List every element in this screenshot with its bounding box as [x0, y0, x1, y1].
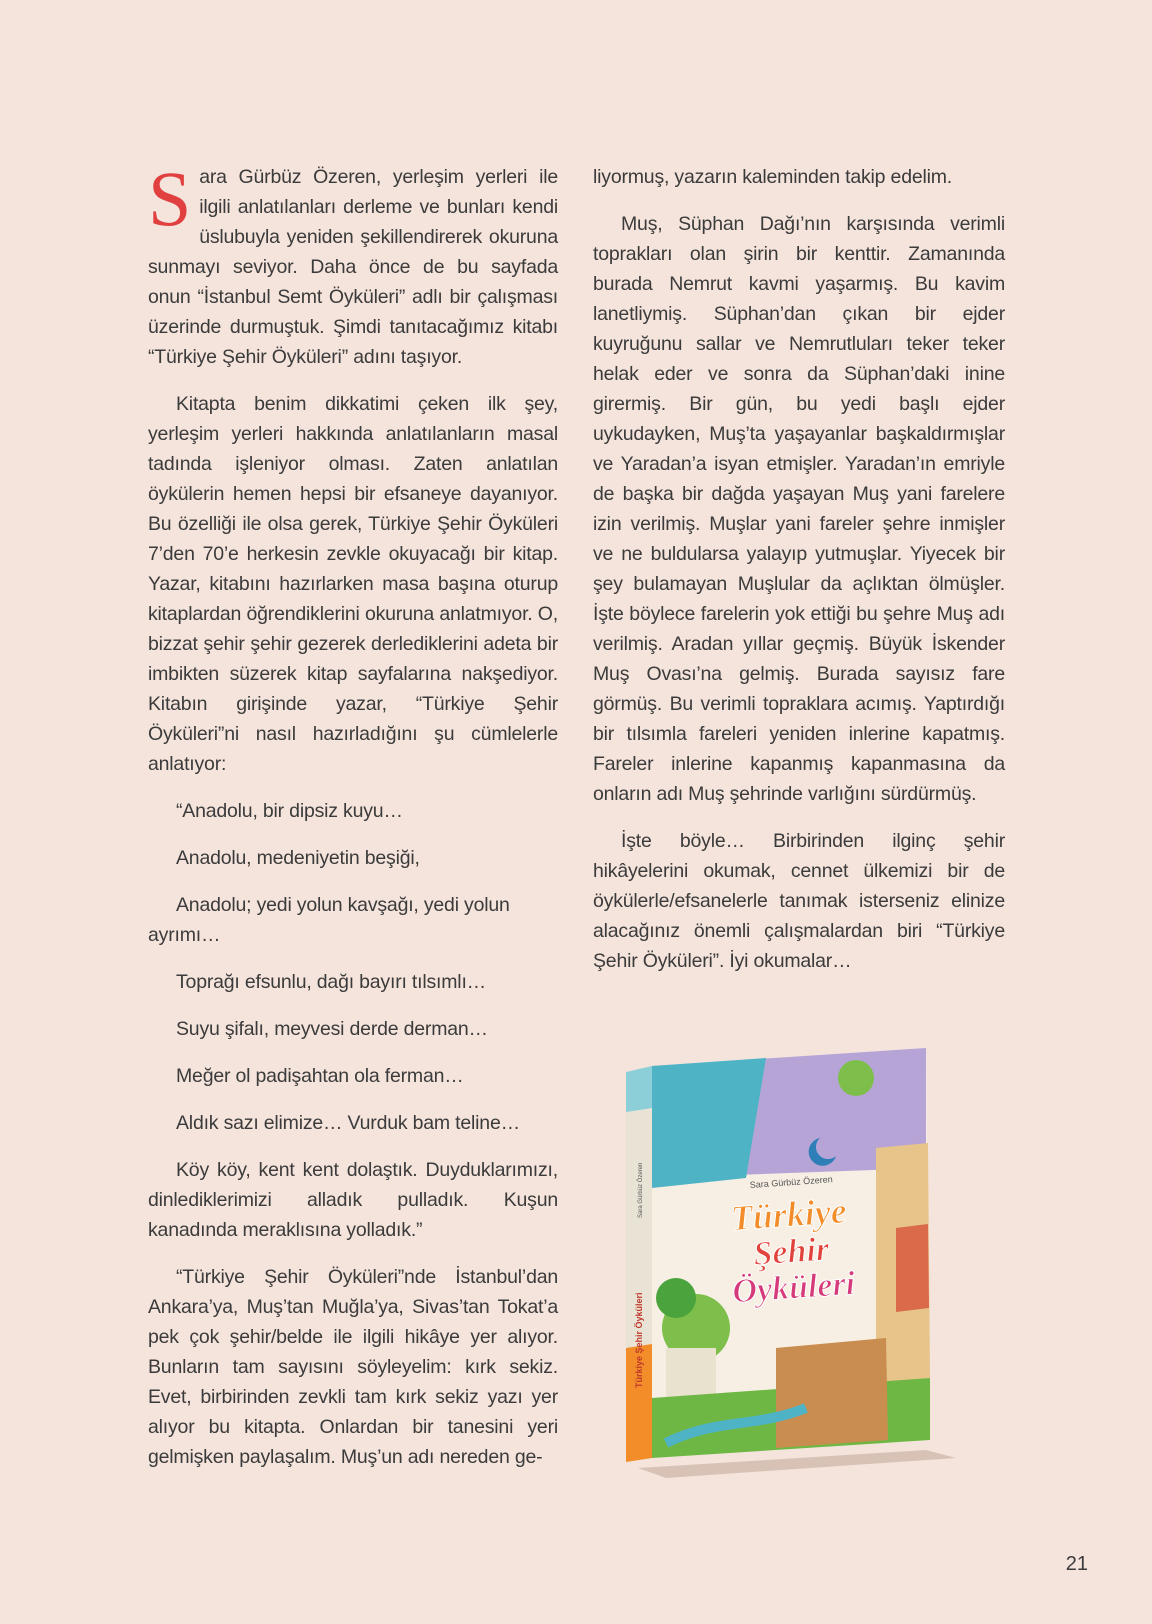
quote-line: Toprağı efsunlu, dağı bayırı tılsımlı… — [176, 971, 486, 993]
quote-line: Suyu şifalı, meyvesi derde derman… — [176, 1018, 488, 1040]
quote-line: Aldık sazı elimize… Vurduk bam teline… — [176, 1112, 520, 1134]
body-paragraph: Muş, Süphan Dağı’nın karşısında verimli toprakları olan şirin bir kenttir. Zamanında burada Nemrut kavmi yaşarmış. Bu kavim lanetliymiş. Süphan’dan çıkan bir ejder kuyruğunu sallar ve Nemrutluları teker teker helak eder ve sonra da Süphan’daki inine girermiş. Bir gün, bu yedi başlı ejder uykudayken, Muş’ta yaşayanlar başkaldırmışlar ve Yaradan’a isyan etmişler. Yaradan’ın emriyle de başka bir dağda yaşayan Muş yani farelere izin verilmiş. Muşlar yani fareler şehre inmişler ve ne buldularsa yalayıp yutmuşlar. Yiyecek bir şey bulamayan Muşlular da açlıktan ölmüşler. İşte böylece farelerin yok ettiği bu şehre Muş adı verilmiş. Aradan yıllar geçmiş. Büyük İskender Muş Ovası’na gelmiş. Burada sayısız fare görmüş. Bu verimli topraklara acımış. Yaptırdığı bir tılsımla fareleri yeniden inlerine kapatmış. Fareler inlerine kapanmış kapanmasına da onların adı Muş şehrinde varlığını sürdürmüş. — [593, 213, 1005, 805]
body-paragraph: Kitapta benim dikkatimi çeken ilk şey, yerleşim yerleri hakkında anlatılanların masal tadında işleniyor olması. Zaten anlatılan öykülerin hemen hepsi bir efsaneye dayanıyor. Bu özelliği ile olsa gerek, Türkiye Şehir Öyküleri 7’den 70’e herkesin zevkle okuyacağı bir kitap. Yazar, kitabını hazırlarken masa başına oturup kitaplardan öğrendiklerini okuruna anlatmıyor. O, bizzat şehir şehir gezerek derlediklerini adeta bir imbikten süzerek kitap sayfalarına nakşediyor. Kitabın girişinde yazar, “Türkiye Şehir Öyküleri”ni nasıl hazırladığını şu cümlelerle anlatıyor: — [148, 393, 558, 775]
book-title-line3: Öyküleri — [731, 1265, 857, 1311]
book-author: Sara Gürbüz Özeren — [749, 1174, 833, 1190]
quote-line: Anadolu, medeniyetin beşiği, — [176, 847, 420, 869]
left-column — [148, 155, 558, 1489]
book-title-line2: Şehir — [752, 1230, 831, 1273]
book-spine-author: Sara Gürbüz Özeren — [638, 1162, 644, 1218]
book-spine-title: Türkiye Şehir Öyküleri — [634, 1292, 644, 1388]
quote-line: Anadolu; yedi yolun kavşağı, yedi yolun ayrımı… — [148, 894, 510, 946]
page-number: 21 — [1065, 1553, 1088, 1575]
body-paragraph: İşte böyle… Birbirinden ilginç şehir hikâyelerini okumak, cennet ülkemizi bir de öykülerle/efsanelerle tanımak isterseniz elinize alacağınız önemli çalışmalardan biri “Türkiye Şehir Öyküleri”. İyi okumalar… — [593, 830, 1005, 972]
body-paragraph: liyormuş, yazarın kaleminden takip edelim. — [593, 166, 953, 188]
quote-line: “Anadolu, bir dipsiz kuyu… — [176, 800, 403, 822]
body-paragraph: “Türkiye Şehir Öyküleri”nde İstanbul’dan Ankara’ya, Muş’tan Muğla’ya, Sivas’tan Tokat’a pek çok şehir/belde ile ilgili hikâye yer alıyor. Bunların tam sayısını söyleyelim: kırk sekiz. Evet, birbirinden zevkli tam kırk sekiz yazı yer alıyor bu kitapta. Onlardan bir tanesini yeri gelmişken paylaşalım. Muş’un adı nereden ge- — [148, 1266, 558, 1468]
quote-line: Köy köy, kent kent dolaştık. Duyduklarımızı, dinlediklerimizi alladık pulladık. Kuşun kanadında meraklısına yolladık.” — [148, 1159, 558, 1241]
drop-cap: S — [148, 155, 192, 242]
intro-paragraph: Sara Gürbüz Özeren, yerleşim yerleri ile ilgili anlatılanları derleme ve bunları kendi üslubuyla yeniden şekillendirerek okuruna sunmayı seviyor. Daha önce de bu sayfada onun “İstanbul Semt Öyküleri” adlı bir çalışması üzerinde durmuştuk. Şimdi tanıtacağımız kitabı “Türkiye Şehir Öyküleri” adını taşıyor. — [148, 155, 558, 368]
book-title-line1: Türkiye — [729, 1190, 848, 1239]
book-illustration — [626, 1048, 966, 1478]
book-cover-image — [626, 1048, 966, 1478]
quote-line: Meğer ol padişahtan ola ferman… — [176, 1065, 464, 1087]
quote-block — [148, 796, 558, 1245]
right-column — [593, 162, 1005, 993]
